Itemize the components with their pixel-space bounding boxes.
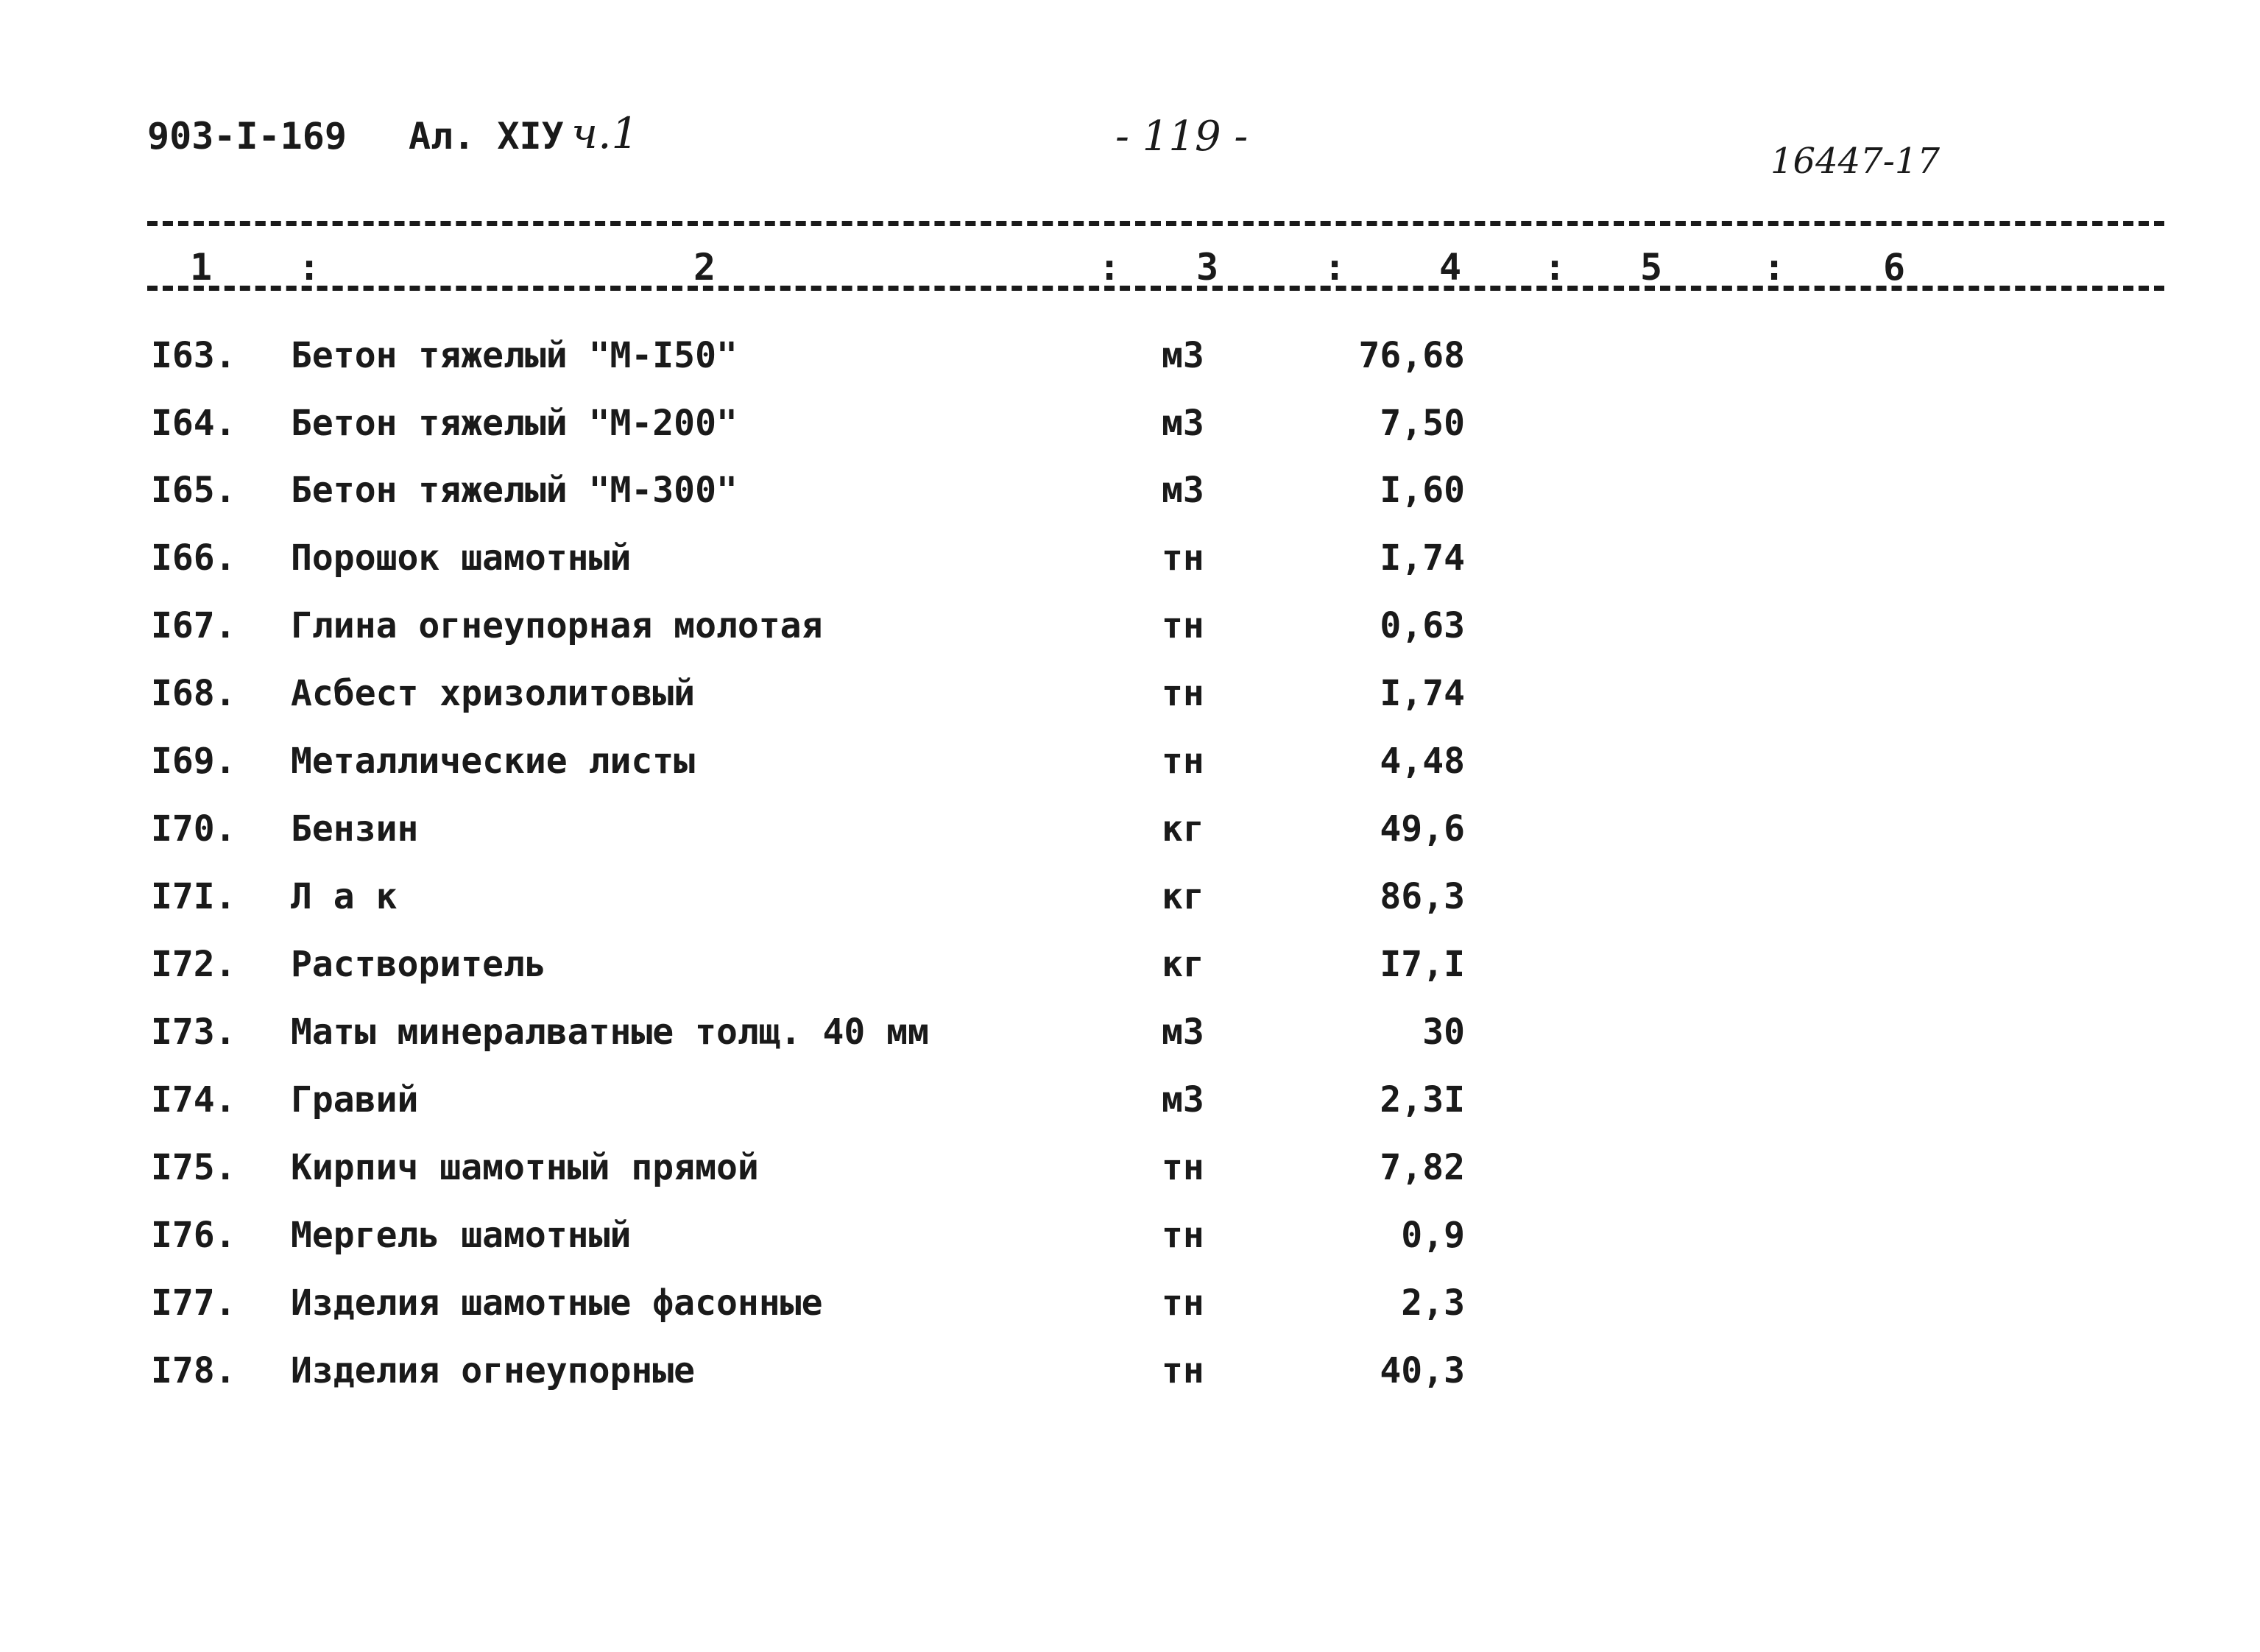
material-name: Маты минералватные толщ. 40 мм — [291, 1012, 929, 1053]
quantity: 76,68 — [1358, 335, 1465, 376]
material-name: Бензин — [291, 808, 419, 850]
quantity: 86,3 — [1380, 876, 1465, 917]
quantity: I,74 — [1380, 673, 1465, 714]
row-number: I74. — [151, 1079, 236, 1120]
row-number: I70. — [151, 808, 236, 850]
unit: тн — [1162, 1282, 1204, 1324]
column-number-3: 3 — [1196, 246, 1219, 289]
unit: м3 — [1162, 1012, 1204, 1053]
material-name: Бетон тяжелый "М-200" — [291, 403, 738, 444]
column-separator: : — [1324, 246, 1346, 289]
table-row — [0, 1213, 2260, 1257]
column-number-6: 6 — [1883, 246, 1906, 289]
row-number: I64. — [151, 403, 236, 444]
table-row — [0, 333, 2260, 378]
quantity: 30 — [1422, 1012, 1465, 1053]
material-name: Металлические листы — [291, 741, 696, 782]
material-name: Глина огнеупорная молотая — [291, 605, 823, 646]
unit: тн — [1162, 1215, 1204, 1256]
table-row — [0, 1281, 2260, 1325]
row-number: I77. — [151, 1282, 236, 1324]
row-number: I66. — [151, 537, 236, 579]
material-name: Кирпич шамотный прямой — [291, 1147, 759, 1188]
material-name: Л а к — [291, 876, 398, 917]
table-row — [0, 807, 2260, 851]
table-row — [0, 1078, 2260, 1122]
part-handwritten: ч.1 — [571, 108, 639, 158]
table-row — [0, 875, 2260, 919]
archive-number: 16447-17 — [1770, 141, 1940, 182]
row-number: I69. — [151, 741, 236, 782]
row-number: I75. — [151, 1147, 236, 1188]
table-row — [0, 401, 2260, 445]
column-number-2: 2 — [693, 246, 716, 289]
document-code: 903-I-169 — [147, 115, 347, 158]
quantity: 7,50 — [1380, 403, 1465, 444]
quantity: 4,48 — [1380, 741, 1465, 782]
row-number: I63. — [151, 335, 236, 376]
quantity: 49,6 — [1380, 808, 1465, 850]
quantity: 0,9 — [1401, 1215, 1465, 1256]
material-name: Бетон тяжелый "М-300" — [291, 470, 738, 511]
table-row — [0, 536, 2260, 580]
quantity: I,74 — [1380, 537, 1465, 579]
table-row — [0, 739, 2260, 783]
unit: м3 — [1162, 403, 1204, 444]
table-header-rule — [147, 286, 2164, 291]
table-row — [0, 1349, 2260, 1393]
material-name: Асбест хризолитовый — [291, 673, 696, 714]
material-name: Растворитель — [291, 944, 546, 985]
page-number: - 119 - — [1115, 113, 1249, 160]
column-separator: : — [298, 246, 321, 289]
table-top-rule — [147, 221, 2164, 226]
quantity: 7,82 — [1380, 1147, 1465, 1188]
quantity: 40,3 — [1380, 1350, 1465, 1391]
column-number-5: 5 — [1640, 246, 1663, 289]
album-label: Ал. XIУ — [409, 115, 564, 158]
unit: тн — [1162, 537, 1204, 579]
material-name: Порошок шамотный — [291, 537, 632, 579]
table-row — [0, 1010, 2260, 1054]
unit: тн — [1162, 1147, 1204, 1188]
unit: м3 — [1162, 1079, 1204, 1120]
material-name: Мергель шамотный — [291, 1215, 632, 1256]
row-number: I72. — [151, 944, 236, 985]
unit: тн — [1162, 673, 1204, 714]
quantity: 2,3 — [1401, 1282, 1465, 1324]
unit: тн — [1162, 605, 1204, 646]
quantity: I7,I — [1380, 944, 1465, 985]
table-row — [0, 1146, 2260, 1190]
row-number: I65. — [151, 470, 236, 511]
table-row — [0, 671, 2260, 716]
material-name: Бетон тяжелый "М-I50" — [291, 335, 738, 376]
quantity: 0,63 — [1380, 605, 1465, 646]
table-row — [0, 942, 2260, 986]
column-number-4: 4 — [1439, 246, 1462, 289]
unit: кг — [1162, 876, 1204, 917]
column-separator: : — [1098, 246, 1121, 289]
column-separator: : — [1544, 246, 1567, 289]
unit: м3 — [1162, 335, 1204, 376]
unit: м3 — [1162, 470, 1204, 511]
table-row — [0, 468, 2260, 512]
unit: тн — [1162, 1350, 1204, 1391]
unit: кг — [1162, 808, 1204, 850]
unit: кг — [1162, 944, 1204, 985]
table-row — [0, 604, 2260, 648]
column-separator: : — [1763, 246, 1786, 289]
row-number: I76. — [151, 1215, 236, 1256]
material-name: Изделия шамотные фасонные — [291, 1282, 823, 1324]
row-number: I73. — [151, 1012, 236, 1053]
row-number: I78. — [151, 1350, 236, 1391]
material-name: Изделия огнеупорные — [291, 1350, 696, 1391]
quantity: I,60 — [1380, 470, 1465, 511]
column-number-1: 1 — [190, 246, 213, 289]
row-number: I68. — [151, 673, 236, 714]
quantity: 2,3I — [1380, 1079, 1465, 1120]
material-name: Гравий — [291, 1079, 419, 1120]
unit: тн — [1162, 741, 1204, 782]
row-number: I67. — [151, 605, 236, 646]
row-number: I7I. — [151, 876, 236, 917]
